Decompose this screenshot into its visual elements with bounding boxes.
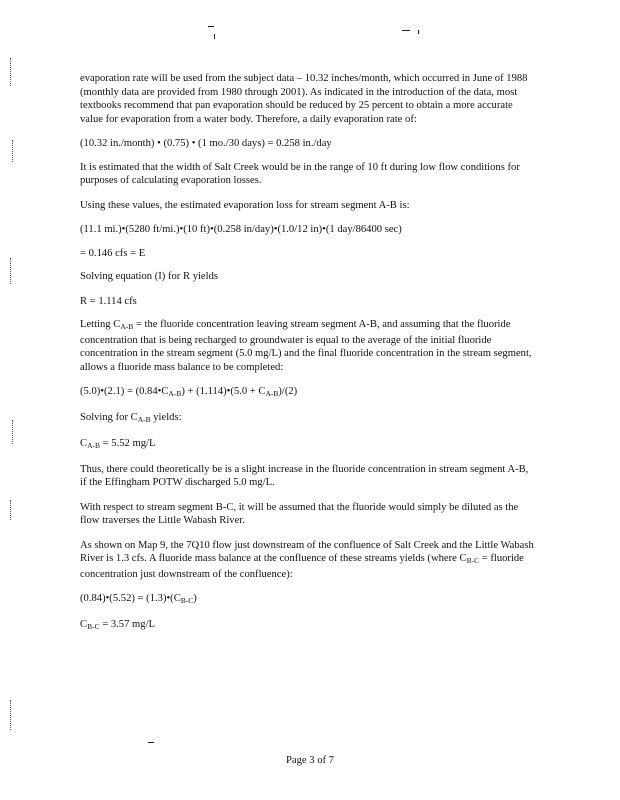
equation: (10.32 in./month) • (0.75) • (1 mo./30 days) = 0.258 in./day [80, 138, 332, 149]
page-number: Page 3 of 7 [286, 755, 334, 766]
paragraph: It is estimated that the width of Salt Creek would be in the range of 10 ft during low flow conditions for purposes of calculating evaporation losses. [80, 161, 520, 186]
text-run: yields: [150, 411, 182, 423]
subscript: A-B [120, 322, 134, 331]
subscript: A-B [265, 389, 279, 398]
text-run: = the fluoride concentration leaving stream segment A-B, and assuming that the fluoride concentration that is being recharged to groundwater is equal to the average of the initial fluoride concentration in the stream segment (5.0 mg/L) and the final fluoride concentration in the stream segment, allows a fluoride mass balance to be completed: [80, 319, 532, 373]
paragraph [80, 411, 535, 427]
text-run: Solving for C [80, 411, 138, 423]
scan-speck [208, 26, 214, 27]
text-run: Letting C [80, 319, 121, 330]
text-run: (0.84)•(5.52) = (1.3)•(C [80, 593, 181, 604]
subscript: B-C [180, 596, 194, 605]
scan-margin-mark [10, 258, 11, 284]
scan-margin-mark [12, 140, 13, 162]
paragraph [80, 318, 535, 374]
scan-speck [214, 34, 215, 39]
subscript: B-C [87, 621, 100, 631]
subscript: A-B [87, 441, 100, 450]
scan-margin-mark [10, 500, 11, 520]
subscript: A-B [168, 389, 182, 398]
scan-speck [402, 30, 410, 31]
equation: = 0.146 cfs = E [80, 247, 146, 259]
subscript: B-C [466, 556, 480, 565]
equation: (11.1 mi.)•(5280 ft/mi.)•(10 ft)•(0.258 in/day)•(1.0/12 in)•(1 day/86400 sec) [80, 224, 402, 235]
text-run: = 5.52 mg/L [100, 438, 156, 449]
paragraph [80, 539, 535, 582]
scan-margin-mark [10, 700, 11, 730]
scan-margin-mark [12, 420, 13, 444]
paragraph: Thus, there could theoretically be is a slight increase in the fluoride concentration in stream segment A-B, if the Effingham POTW discharged 5.0 mg/L. [80, 463, 529, 488]
text-run: As shown on Map 9, the 7Q10 flow just downstream of the confluence of Salt Creek and the Little Wabash River is 1.3 cfs. A fluoride mass balance at the confluence of these streams yields (where C [80, 539, 534, 564]
equation [80, 592, 535, 608]
equation [80, 385, 535, 401]
scan-margin-mark [10, 58, 11, 86]
equation [80, 618, 535, 634]
scan-speck [148, 742, 154, 743]
text-run: = 3.57 mg/L [99, 618, 156, 630]
text-run: C [80, 438, 88, 449]
paragraph: Using these values, the estimated evaporation loss for stream segment A-B is: [80, 199, 410, 211]
text-run: ) + (1.114)•(5.0 + C [181, 386, 266, 397]
text-run: C [80, 618, 88, 630]
scan-speck [418, 30, 419, 34]
paragraph: evaporation rate will be used from the subject data – 10.32 inches/month, which occurred in June of 1988 (monthly data are provided from 1980 through 2001). As indicated in the introduction of the data, most textbooks recommend that pan evaporation should be reduced by 25 percent to obtain a more accurate value for evaporation from a water body. Therefore, a daily evaporation rate of: [80, 73, 528, 125]
equation [80, 437, 535, 453]
paragraph: With respect to stream segment B-C, it will be assumed that the fluoride would simply be diluted as the flow traverses the Little Wabash River. [80, 501, 519, 526]
equation: R = 1.114 cfs [80, 295, 137, 307]
text-run: = fluoride concentration just downstream of the confluence): [80, 553, 524, 580]
document-body [80, 72, 535, 643]
subscript: A-B [137, 414, 151, 424]
text-run: ) [193, 593, 197, 604]
paragraph: Solving equation (I) for R yields [80, 271, 218, 282]
text-run: (5.0)•(2.1) = (0.84•C [80, 386, 169, 397]
text-run: )/(2) [278, 386, 298, 397]
